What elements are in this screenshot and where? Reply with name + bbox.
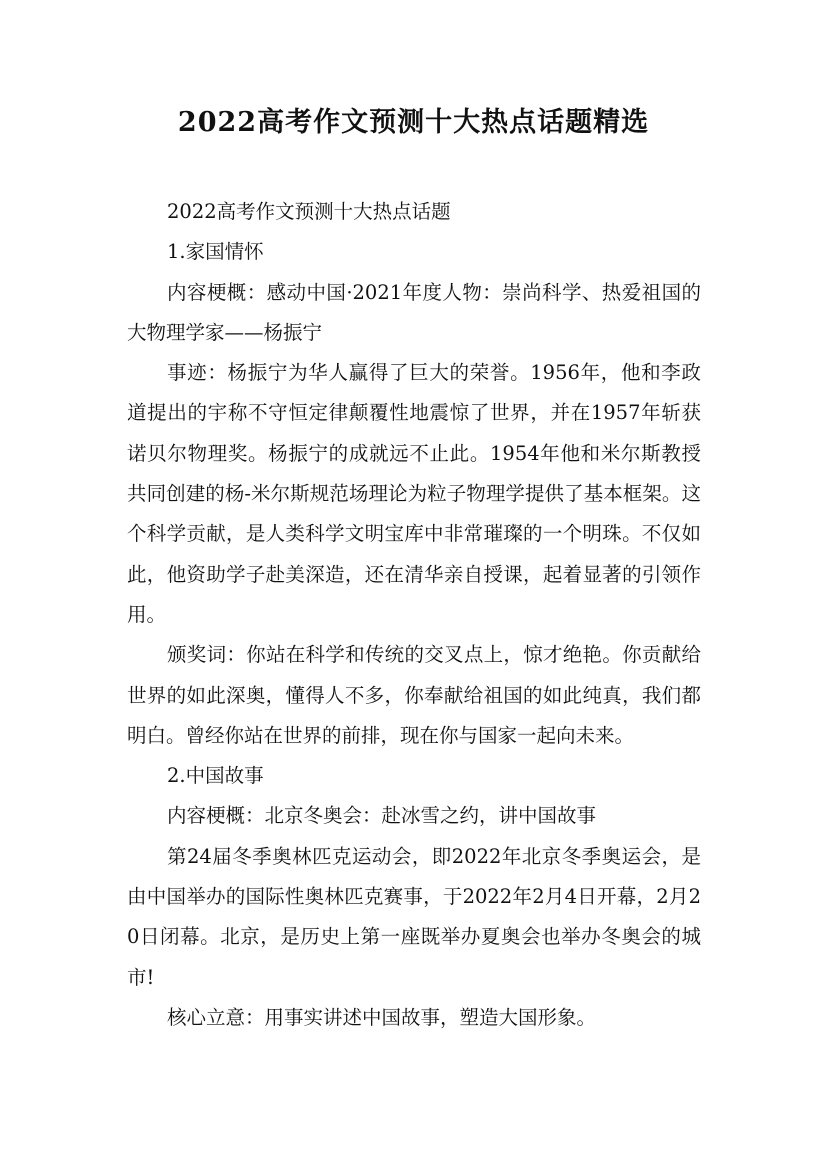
document-title: 2022高考作文预测十大热点话题精选 [177,107,650,138]
summary-paragraph-2: 内容梗概：北京冬奥会：赴冰雪之约，讲中国故事 [167,804,597,828]
document-body [127,192,701,1038]
olympics-paragraph: 第24届冬季奥林匹克运动会，即2022年北京冬季奥运会，是由中国举办的国际性奥林匹克赛事，于2022年2月4日开幕，2月20日闭幕。北京，是历史上第一座既举办夏奥会也举办冬奥会的城市! [127,844,701,989]
summary-paragraph-1: 内容梗概：感动中国·2021年度人物：崇尚科学、热爱祖国的大物理学家——杨振宁 [127,280,701,344]
core-idea-paragraph: 核心立意：用事实讲述中国故事，塑造大国形象。 [167,1005,597,1029]
section-heading-1: 1.家国情怀 [167,240,264,264]
deeds-paragraph: 事迹：杨振宁为华人赢得了巨大的荣誉。1956年，他和李政道提出的宇称不守恒定律颠覆性地震惊了世界，并在1957年斩获诺贝尔物理奖。杨振宁的成就远不止此。1954年他和米尔斯教授共同创建的杨-米尔斯规范场理论为粒子物理学提供了基本框架。这个科学贡献，是人类科学文明宝库中非常璀璨的一个明珠。不仅如此，他资助学子赴美深造，还在清华亲自授课，起着显著的引领作用。 [127,361,701,626]
subtitle-paragraph: 2022高考作文预测十大热点话题 [167,200,451,223]
section-heading-2: 2.中国故事 [167,764,264,788]
award-speech-paragraph: 颁奖词：你站在科学和传统的交叉点上，惊才绝艳。你贡献给世界的如此深奥，懂得人不多，你奉献给祖国的如此纯真，我们都明白。曾经你站在世界的前排，现在你与国家一起向未来。 [127,643,701,747]
